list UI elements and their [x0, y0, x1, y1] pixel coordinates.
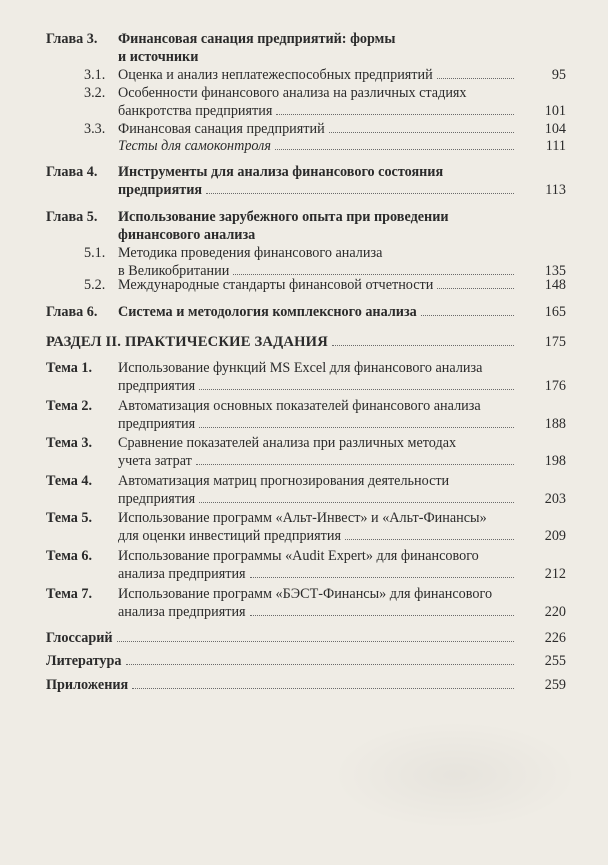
toc-entry-title [118, 30, 518, 66]
toc-entry-line [118, 377, 518, 395]
dot-leader [275, 149, 514, 150]
toc-entry-line: Использование программ «Альт-Инвест» и «Альт-Финансы» [118, 510, 487, 526]
toc-entry-title [118, 397, 518, 433]
toc-entry-label: Глава 4. [46, 164, 98, 180]
toc-entry-label: Глава 6. [46, 304, 98, 320]
dot-leader [437, 288, 514, 289]
toc-entry-line [118, 527, 518, 545]
toc-entry-title [118, 359, 518, 395]
toc-entry-line-text: финансового анализа [118, 227, 256, 243]
toc-entry-line [118, 66, 518, 84]
toc-entry-label: Тема 7. [46, 586, 93, 602]
toc-page-number: 111 [545, 138, 566, 154]
dot-leader [332, 345, 514, 346]
toc-entry-line-text: предприятия [118, 378, 196, 394]
toc-entry-line-text: Глоссарий [46, 630, 113, 646]
toc-entry-label: Тема 6. [46, 548, 93, 564]
toc-page-number: 104 [544, 121, 566, 137]
toc-page-number: 212 [544, 566, 566, 583]
toc-entry-line-text: предприятия [118, 491, 196, 507]
toc-entry-line-text: и источники [118, 49, 199, 65]
toc-entry-line: Использование функций MS Excel для финансового анализа [118, 360, 483, 376]
toc-entry-line-text: Литература [46, 653, 122, 669]
toc-page-number: 135 [544, 263, 566, 280]
toc-page-number: 203 [544, 491, 566, 508]
toc-page-number: 188 [544, 416, 566, 433]
toc-entry-title [118, 163, 518, 199]
dot-leader [250, 577, 514, 578]
toc-entry-title [118, 66, 518, 84]
toc-page-number: 209 [544, 528, 566, 545]
toc-entry-label: Глава 3. [46, 31, 98, 47]
toc-entry-line-text: Тесты для самоконтроля [118, 138, 271, 154]
toc-entry-line [46, 652, 518, 670]
toc-entry-line [118, 415, 518, 433]
toc-page-number: 220 [544, 604, 566, 621]
toc-entry-line-text: Приложения [46, 677, 129, 693]
toc-entry-line-text: предприятия [118, 182, 203, 198]
dot-leader [206, 193, 514, 194]
toc-entry-line-text: Международные стандарты финансовой отчетности [118, 277, 434, 293]
dot-leader [199, 502, 514, 503]
toc-entry-line: Особенности финансового анализа на различных стадиях [118, 85, 467, 101]
toc-page-number: 148 [544, 277, 566, 293]
toc-entry-line [118, 120, 518, 138]
dot-leader [126, 664, 515, 665]
toc-entry-title [118, 208, 518, 244]
toc-entry-label: 3.1. [84, 67, 106, 83]
dot-leader [132, 688, 514, 689]
toc-entry-line: Финансовая санация предприятий: формы [118, 31, 396, 47]
toc-entry-line: Инструменты для анализа финансового состояния [118, 164, 444, 180]
toc-entry-title [118, 472, 518, 508]
toc-entry-line [46, 333, 518, 351]
toc-entry-title [46, 333, 518, 351]
paper-smudge [330, 720, 580, 830]
toc-entry-line: Сравнение показателей анализа при различных методах [118, 435, 457, 451]
toc-entry-title [118, 509, 518, 545]
toc-page-number: 165 [544, 304, 566, 320]
toc-entry-line [118, 137, 518, 155]
toc-entry-title [46, 652, 518, 670]
dot-leader [199, 427, 514, 428]
toc-entry-line-text: анализа предприятия [118, 604, 246, 620]
toc-entry-label: Глава 5. [46, 209, 98, 225]
toc-entry-label: 3.2. [84, 85, 106, 101]
toc-entry-label: Тема 2. [46, 398, 93, 414]
dot-leader [421, 315, 514, 316]
toc-entry-line: Использование зарубежного опыта при проведении [118, 209, 449, 225]
toc-entry-label: Тема 4. [46, 473, 93, 489]
toc-entry-line [118, 303, 518, 321]
toc-entry-line-text: для оценки инвестиций предприятия [118, 528, 341, 544]
toc-entry-title [118, 84, 518, 120]
toc-entry-line-text: учета затрат [118, 453, 192, 469]
dot-leader [117, 641, 514, 642]
toc-entry-line-text: Оценка и анализ неплатежеспособных предприятий [118, 67, 433, 83]
toc-page-number: 176 [544, 378, 566, 395]
dot-leader [199, 389, 514, 390]
toc-page-number: 175 [544, 334, 566, 350]
dot-leader [233, 274, 514, 275]
toc-entry-line [118, 452, 518, 470]
toc-entry-title [46, 676, 518, 694]
toc-entry-line-text: предприятия [118, 416, 196, 432]
toc-page-number: 101 [544, 103, 566, 120]
toc-page-number: 198 [544, 453, 566, 470]
toc-entry-line [118, 181, 518, 199]
toc-entry-line [118, 603, 518, 621]
toc-entry-line [118, 48, 518, 66]
toc-page-number: 95 [551, 67, 566, 83]
dot-leader [437, 78, 514, 79]
toc-entry-line: Автоматизация матриц прогнозирования деятельности [118, 473, 450, 489]
toc-entry-line: Методика проведения финансового анализа [118, 245, 383, 261]
toc-entry-label: 5.2. [84, 277, 106, 293]
toc-entry-title [118, 120, 518, 138]
dot-leader [196, 464, 514, 465]
toc-entry-title [118, 547, 518, 583]
toc-entry-line [118, 490, 518, 508]
toc-entry-line: Использование программы «Audit Expert» для финансового [118, 548, 479, 564]
toc-entry-line [118, 102, 518, 120]
toc-entry-line-text: Финансовая санация предприятий [118, 121, 325, 137]
toc-entry-label: Тема 3. [46, 435, 93, 451]
toc-entry-title [46, 629, 518, 647]
toc-entry-line [46, 676, 518, 694]
toc-entry-line-text: анализа предприятия [118, 566, 246, 582]
toc-entry-label: 3.3. [84, 121, 106, 137]
toc-entry-line [118, 226, 518, 244]
toc-entry-line-text: Система и методология комплексного анализа [118, 304, 417, 320]
dot-leader [250, 615, 514, 616]
toc-entry-line: Автоматизация основных показателей финансового анализа [118, 398, 481, 414]
toc-entry-title [118, 276, 518, 294]
dot-leader [276, 114, 514, 115]
toc-page-number: 259 [544, 677, 566, 693]
toc-page-number: 113 [545, 182, 566, 199]
toc-page-number: 226 [544, 630, 566, 646]
toc-page-number: 255 [544, 653, 566, 669]
toc-entry-label: 5.1. [84, 245, 106, 261]
toc-entry-title [118, 303, 518, 321]
toc-entry-title [118, 434, 518, 470]
toc-entry-label: Тема 1. [46, 360, 93, 376]
toc-entry-line-text: банкротства предприятия [118, 103, 273, 119]
toc-entry-line-text: в Великобритании [118, 263, 230, 279]
toc-entry-line: Использование программ «БЭСТ-Финансы» для финансового [118, 586, 493, 602]
toc-entry-title [118, 585, 518, 621]
toc-entry-line-text: РАЗДЕЛ II. ПРАКТИЧЕСКИЕ ЗАДАНИЯ [46, 334, 328, 350]
dot-leader [329, 132, 514, 133]
toc-entry-title [118, 137, 518, 155]
dot-leader [345, 539, 514, 540]
toc-entry-line [118, 565, 518, 583]
toc-entry-line [118, 276, 518, 294]
toc-entry-title [118, 244, 518, 280]
toc-entry-line [46, 629, 518, 647]
toc-entry-label: Тема 5. [46, 510, 93, 526]
